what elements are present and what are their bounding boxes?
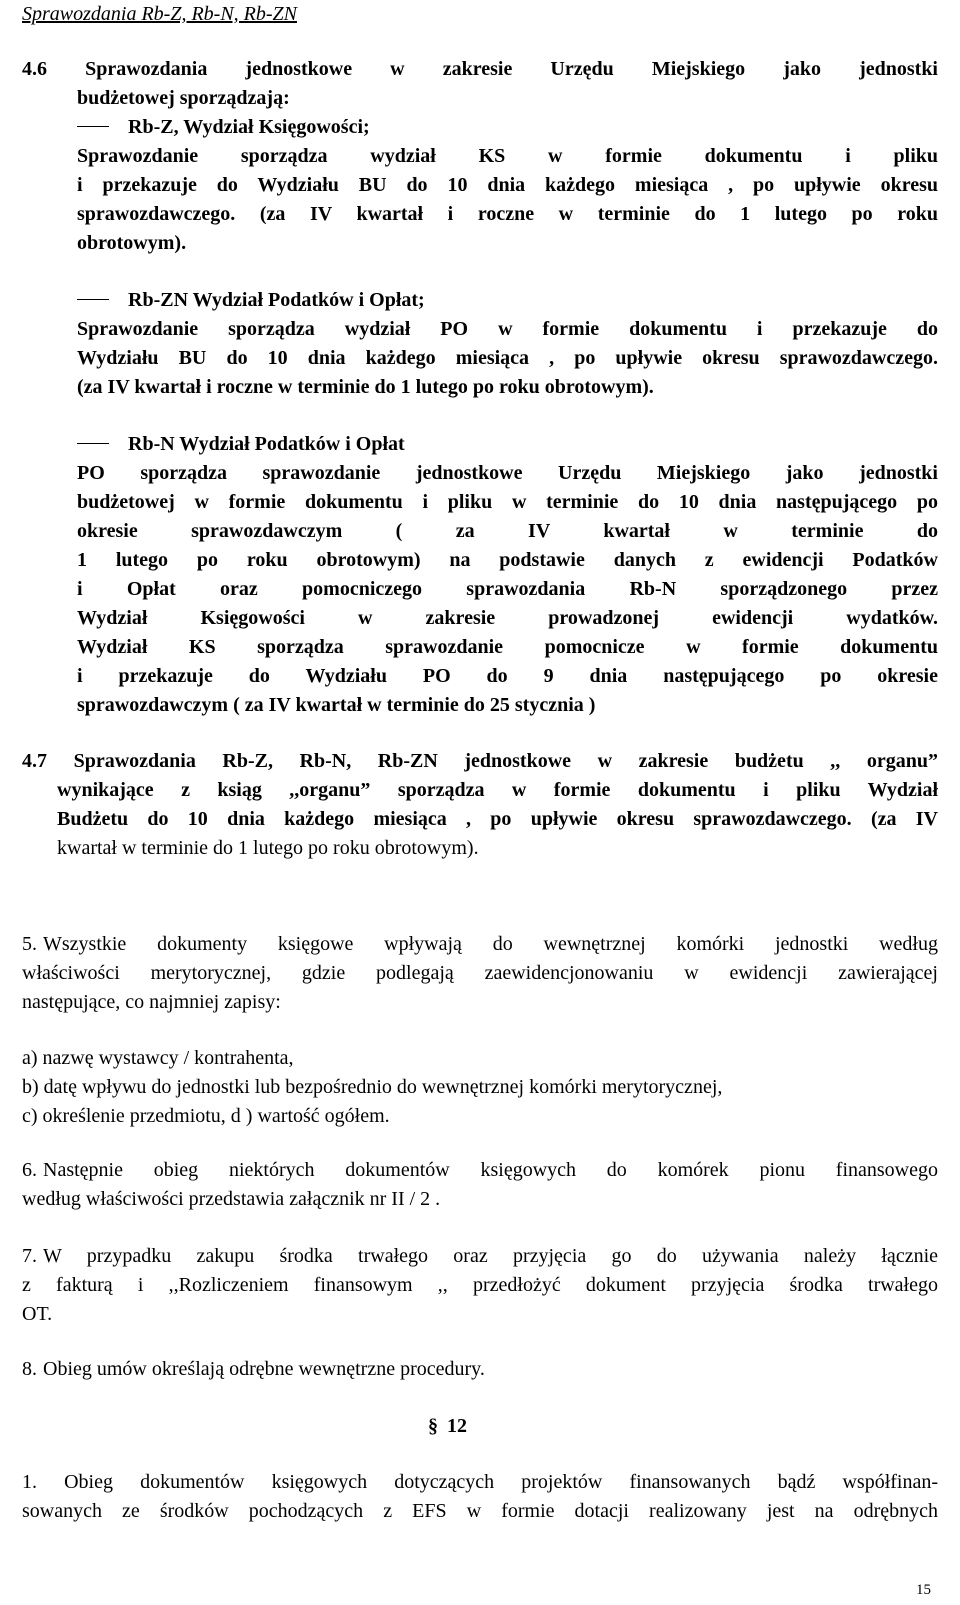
s5-line-3: następujące, co najmniej zapisy: — [22, 991, 281, 1013]
s5-item-a: a) nazwę wystawcy / kontrahenta, — [22, 1047, 294, 1069]
s5-item-b: b) datę wpływu do jednostki lub bezpośrednio do wewnętrznej komórki merytorycznej, — [22, 1076, 723, 1098]
rbn-line-4: okresie sprawozdawczym ( za IV kwartał w terminie do — [77, 520, 938, 542]
s6-line-1: Następnie obieg niektórych dokumentów księgowych do komórek pionu finansowego — [43, 1159, 938, 1181]
s46-rbz-item — [77, 113, 370, 142]
dash-bullet-icon — [77, 299, 109, 301]
rbn-line-6: i Opłat oraz pomocniczego sprawozdania Rb-N sporządzonego przez — [77, 578, 938, 600]
s46-line-1: 4.6 Sprawozdania jednostkowe w zakresie Urzędu Miejskiego jako jednostki — [22, 58, 938, 80]
s5-line-1: Wszystkie dokumenty księgowe wpływają do wewnętrznej komórki jednostki według — [43, 933, 938, 955]
s8-line: Obieg umów określają odrębne wewnętrzne procedury. — [43, 1358, 485, 1380]
rbn-line-3: budżetowej w formie dokumentu i pliku w terminie do 10 dnia następującego po — [77, 491, 938, 513]
paragraph-symbol: § — [428, 1415, 438, 1437]
rbzn-line-2: Sprawozdanie sporządza wydział PO w formie dokumentu i przekazuje do — [77, 318, 938, 340]
dash-bullet-icon — [77, 126, 109, 128]
rbn-item — [77, 430, 405, 459]
rbzn-line-3: Wydziału BU do 10 dnia każdego miesiąca , po upływie okresu sprawozdawczego. — [77, 347, 938, 369]
s7-line-1: W przypadku zakupu środka trwałego oraz przyjęcia go do używania należy łącznie — [43, 1245, 938, 1267]
s7-number: 7. — [22, 1245, 37, 1267]
s6-line-2: według właściwości przedstawia załącznik nr II / 2 . — [22, 1188, 441, 1210]
s7-line-2: z fakturą i ,,Rozliczeniem finansowym ,, przedłożyć dokument przyjęcia środka trwałego — [22, 1274, 938, 1296]
s7-line-3: OT. — [22, 1303, 53, 1325]
rbzn-item — [77, 286, 425, 315]
s46-rbz-label: Rb-Z, Wydział Księgowości; — [128, 116, 370, 138]
paragraph-number: 12 — [447, 1415, 467, 1437]
s46-line-6: sprawozdawczego. (za IV kwartał i roczne w terminie do 1 lutego po roku — [77, 203, 938, 225]
s47-line-4: kwartał w terminie do 1 lutego po roku obrotowym). — [57, 837, 479, 859]
s47-line-3: Budżetu do 10 dnia każdego miesiąca , po upływie okresu sprawozdawczego. (za IV — [57, 808, 938, 830]
s12-line-2: sowanych ze środków pochodzących z EFS w formie dotacji realizowany jest na odrębnych — [22, 1500, 938, 1522]
s5-line-2: właściwości merytorycznej, gdzie podlegają zaewidencjonowaniu w ewidencji zawierającej — [22, 962, 938, 984]
page-number: 15 — [916, 1582, 931, 1598]
rbn-line-2: PO sporządza sprawozdanie jednostkowe Urzędu Miejskiego jako jednostki — [77, 462, 938, 484]
s46-line-7: obrotowym). — [77, 232, 187, 254]
rbn-line-5: 1 lutego po roku obrotowym) na podstawie danych z ewidencji Podatków — [77, 549, 938, 571]
rbzn-line-4: (za IV kwartał i roczne w terminie do 1 lutego po roku obrotowym). — [77, 376, 654, 398]
s5-number: 5. — [22, 933, 37, 955]
rbzn-label: Rb-ZN Wydział Podatków i Opłat; — [128, 289, 425, 311]
s46-line-4: Sprawozdanie sporządza wydział KS w formie dokumentu i pliku — [77, 145, 938, 167]
rbn-line-10: sprawozdawczym ( za IV kwartał w terminie do 25 stycznia ) — [77, 694, 596, 716]
s5-item-c: c) określenie przedmiotu, d ) wartość ogółem. — [22, 1105, 390, 1127]
rbn-line-7: Wydział Księgowości w zakresie prowadzonej ewidencji wydatków. — [77, 607, 938, 629]
dash-bullet-icon — [77, 443, 109, 445]
paragraph-heading — [428, 1412, 467, 1441]
s47-line-1: 4.7 Sprawozdania Rb-Z, Rb-N, Rb-ZN jednostkowe w zakresie budżetu ,, organu” — [22, 750, 938, 772]
s6-number: 6. — [22, 1159, 37, 1181]
rbn-line-8: Wydział KS sporządza sprawozdanie pomocnicze w formie dokumentu — [77, 636, 938, 658]
s46-line-5: i przekazuje do Wydziału BU do 10 dnia każdego miesiąca , po upływie okresu — [77, 174, 938, 196]
s47-line-2: wynikające z ksiąg ,,organu” sporządza w formie dokumentu i pliku Wydział — [57, 779, 938, 801]
rbn-label: Rb-N Wydział Podatków i Opłat — [128, 433, 405, 455]
page-header-title: Sprawozdania Rb-Z, Rb-N, Rb-ZN — [22, 3, 298, 25]
s8-number: 8. — [22, 1358, 37, 1380]
s46-line-2: budżetowej sporządzają: — [77, 87, 290, 109]
rbn-line-9: i przekazuje do Wydziału PO do 9 dnia następującego po okresie — [77, 665, 938, 687]
s12-line-1: 1. Obieg dokumentów księgowych dotyczących projektów finansowanych bądź współfinan- — [22, 1471, 938, 1493]
